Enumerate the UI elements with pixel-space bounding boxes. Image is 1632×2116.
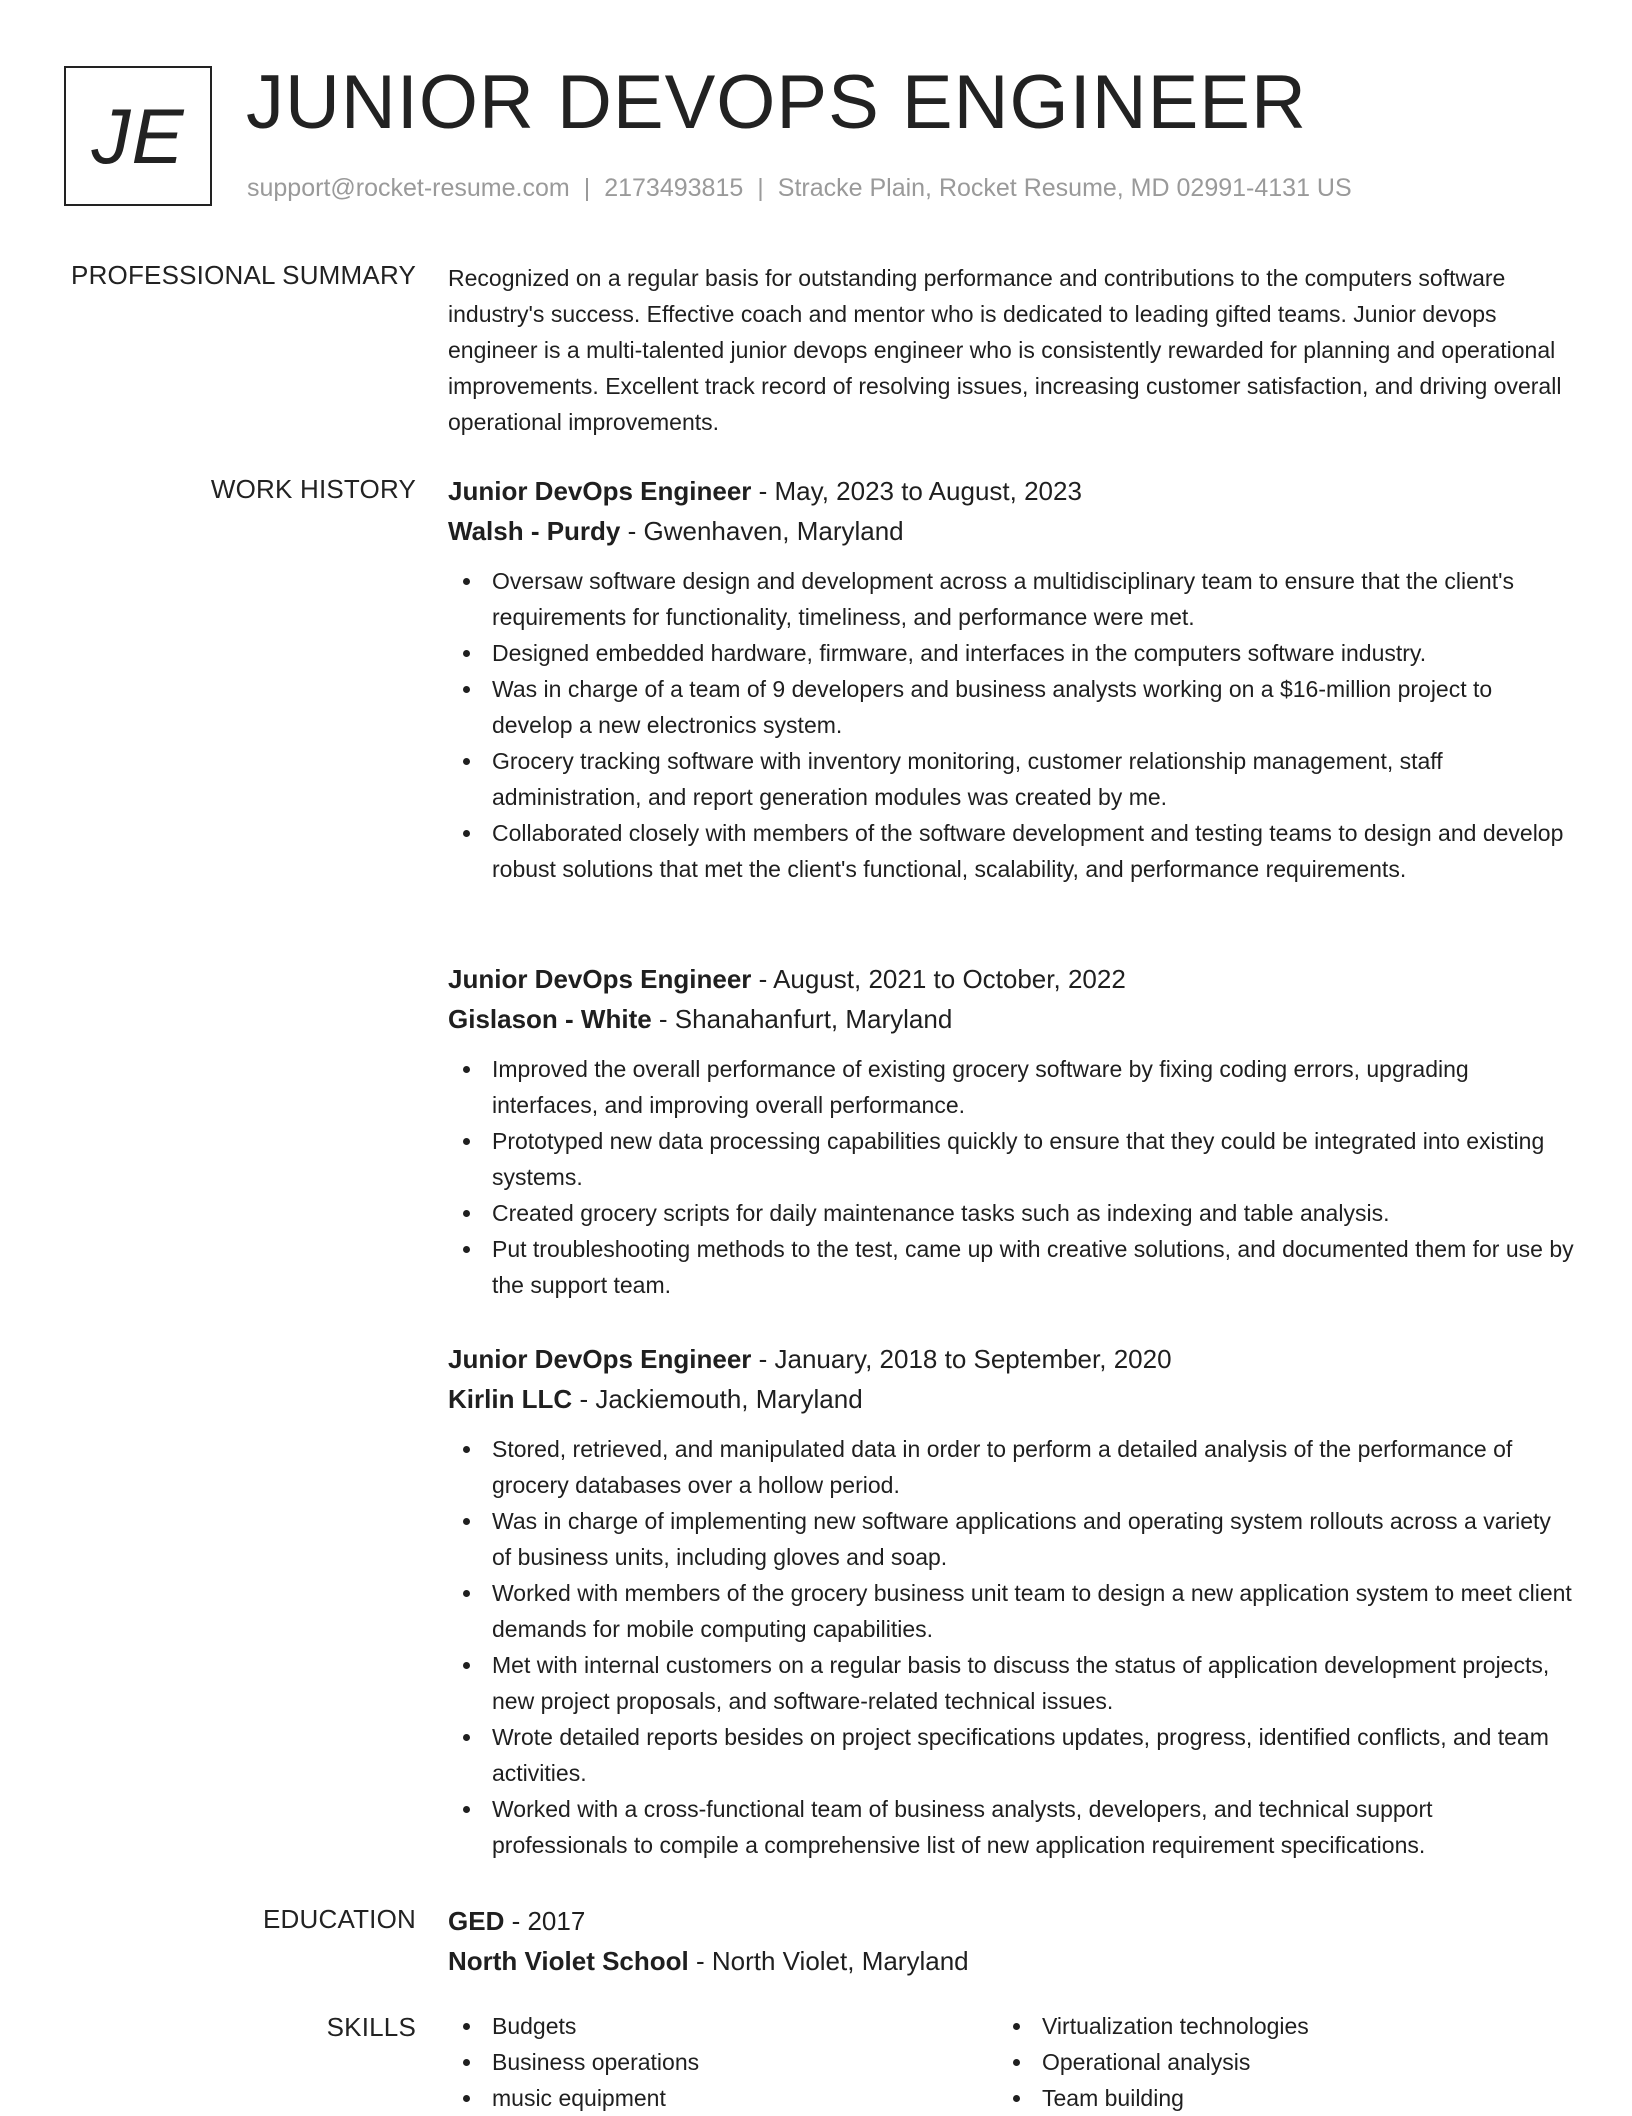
work-entry <box>448 471 1574 887</box>
job-bullets <box>448 1051 1574 1303</box>
job-dates: - August, 2021 to October, 2022 <box>751 964 1126 994</box>
job-bullet: Met with internal customers on a regular basis to discuss the status of application development projects, new project proposals, and software-related technical issues. <box>448 1647 1574 1719</box>
resume-title: JUNIOR DEVOPS ENGINEER <box>246 60 1307 145</box>
job-title: Junior DevOps Engineer <box>448 964 752 994</box>
summary-section-label: PROFESSIONAL SUMMARY <box>71 260 416 290</box>
job-bullet: Prototyped new data processing capabilities quickly to ensure that they could be integrated into existing systems. <box>448 1123 1574 1195</box>
job-dates: - January, 2018 to September, 2020 <box>751 1344 1172 1374</box>
school-location: - North Violet, Maryland <box>688 1946 969 1976</box>
skills-list <box>998 2008 1518 2116</box>
work-entry <box>448 1339 1574 1863</box>
skill-item: Team building <box>998 2080 1518 2116</box>
job-dates: - May, 2023 to August, 2023 <box>751 476 1082 506</box>
skills-section-label: SKILLS <box>326 2012 416 2042</box>
job-title-line <box>448 471 1574 511</box>
skills-list <box>448 2008 968 2116</box>
skills-column-right <box>998 2008 1518 2116</box>
job-company: Gislason - White <box>448 1004 652 1034</box>
skills-column-left <box>448 2008 968 2116</box>
work-history-section-label: WORK HISTORY <box>210 474 416 504</box>
job-bullet: Wrote detailed reports besides on project specifications updates, progress, identified conflicts, and team activities. <box>448 1719 1574 1791</box>
job-bullet: Was in charge of a team of 9 developers and business analysts working on a $16-million project to develop a new electronics system. <box>448 671 1574 743</box>
education-entry <box>448 1901 1574 1981</box>
job-bullet: Oversaw software design and development across a multidisciplinary team to ensure that the client's requirements for functionality, timeliness, and performance were met. <box>448 563 1574 635</box>
contact-email: support@rocket-resume.com <box>247 174 570 202</box>
job-location: - Gwenhaven, Maryland <box>620 516 904 546</box>
contact-phone: 2173493815 <box>604 174 744 202</box>
job-company: Kirlin LLC <box>448 1384 573 1414</box>
job-company-line <box>448 1379 1574 1419</box>
work-entry <box>448 959 1574 1303</box>
contact-address: Stracke Plain, Rocket Resume, MD 02991-4131 US <box>777 174 1352 202</box>
summary-text: Recognized on a regular basis for outstanding performance and contributions to the computers software industry's success. Effective coach and mentor who is dedicated to leading gifted teams. Junior devops engineer is a multi-talented junior devops engineer who is consistently rewarded for planning and operational improvements. Excellent track record of resolving issues, increasing customer satisfaction, and driving overall operational improvements. <box>448 265 1562 435</box>
job-bullet: Collaborated closely with members of the software development and testing teams to design and develop robust solutions that met the client's functional, scalability, and performance requirements. <box>448 815 1574 887</box>
job-bullet: Improved the overall performance of existing grocery software by fixing coding errors, upgrading interfaces, and improving overall performance. <box>448 1051 1574 1123</box>
degree-year: - 2017 <box>504 1906 586 1936</box>
contact-line <box>247 174 1352 203</box>
job-title: Junior DevOps Engineer <box>448 1344 752 1374</box>
job-bullets <box>448 563 1574 887</box>
school-name: North Violet School <box>448 1946 689 1976</box>
school-line <box>448 1941 1574 1981</box>
job-title-line <box>448 959 1574 999</box>
job-location: - Jackiemouth, Maryland <box>572 1384 863 1414</box>
job-bullet: Designed embedded hardware, firmware, and interfaces in the computers software industry. <box>448 635 1574 671</box>
job-bullet: Grocery tracking software with inventory monitoring, customer relationship management, staff administration, and report generation modules was created by me. <box>448 743 1574 815</box>
job-bullet: Worked with a cross-functional team of business analysts, developers, and technical support professionals to compile a comprehensive list of new application requirement specifications. <box>448 1791 1574 1863</box>
degree-line <box>448 1901 1574 1941</box>
job-company-line <box>448 999 1574 1039</box>
job-bullet: Was in charge of implementing new software applications and operating system rollouts across a variety of business units, including gloves and soap. <box>448 1503 1574 1575</box>
summary-section <box>448 260 1574 440</box>
job-bullets <box>448 1431 1574 1863</box>
monogram-badge <box>64 66 212 206</box>
contact-separator: | <box>583 174 591 202</box>
job-bullet: Put troubleshooting methods to the test, came up with creative solutions, and documented them for use by the support team. <box>448 1231 1574 1303</box>
skill-item: Virtualization technologies <box>998 2008 1518 2044</box>
skill-item: Budgets <box>448 2008 968 2044</box>
education-section-label: EDUCATION <box>263 1904 416 1934</box>
job-company-line <box>448 511 1574 551</box>
job-bullet: Worked with members of the grocery business unit team to design a new application system to meet client demands for mobile computing capabilities. <box>448 1575 1574 1647</box>
job-title-line <box>448 1339 1574 1379</box>
monogram-initials: JE <box>91 91 185 180</box>
skill-item: Business operations <box>448 2044 968 2080</box>
skill-item: Operational analysis <box>998 2044 1518 2080</box>
job-bullet: Stored, retrieved, and manipulated data in order to perform a detailed analysis of the performance of grocery databases over a hollow period. <box>448 1431 1574 1503</box>
job-title: Junior DevOps Engineer <box>448 476 752 506</box>
contact-separator: | <box>757 174 764 202</box>
skill-item: music equipment <box>448 2080 968 2116</box>
degree: GED <box>448 1906 505 1936</box>
job-bullet: Created grocery scripts for daily maintenance tasks such as indexing and table analysis. <box>448 1195 1574 1231</box>
job-company: Walsh - Purdy <box>448 516 621 546</box>
job-location: - Shanahanfurt, Maryland <box>651 1004 953 1034</box>
